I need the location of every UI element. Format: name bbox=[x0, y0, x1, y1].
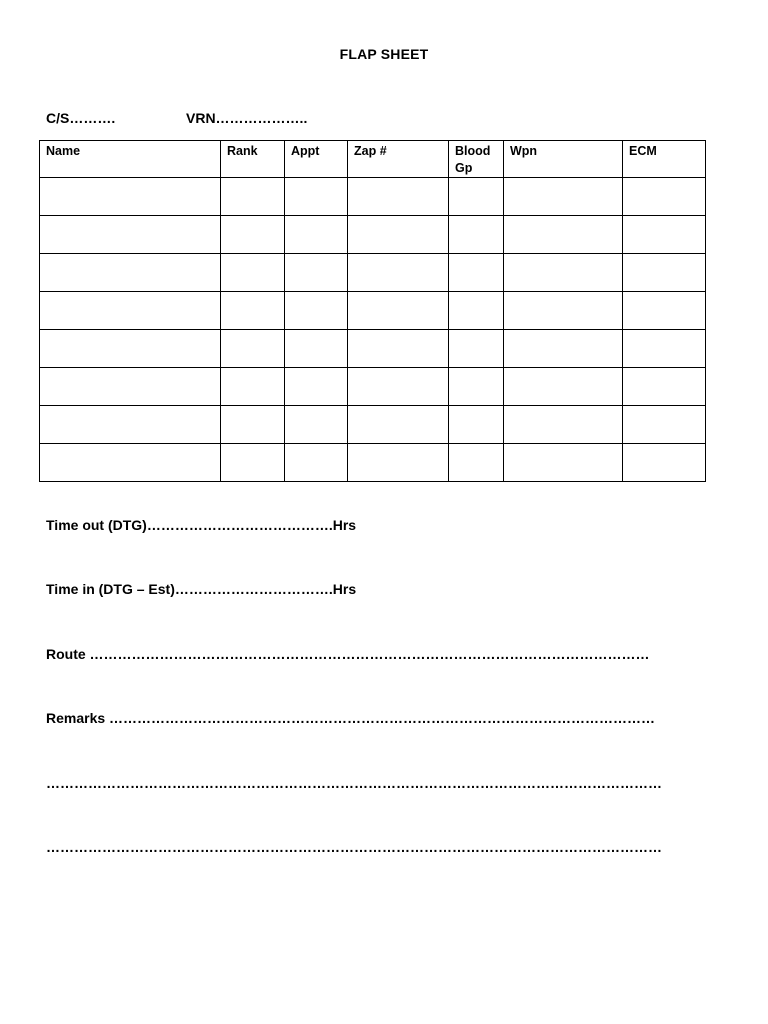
cell-wpn[interactable] bbox=[504, 406, 623, 444]
cell-blood-gp[interactable] bbox=[449, 330, 504, 368]
remarks-continuation-line-1[interactable]: …………………………………………………………………………………………………………………… bbox=[46, 775, 662, 791]
cell-rank[interactable] bbox=[221, 216, 285, 254]
cell-blood-gp[interactable] bbox=[449, 292, 504, 330]
table-row bbox=[40, 368, 706, 406]
cell-zap[interactable] bbox=[348, 178, 449, 216]
column-header-zap: Zap # bbox=[348, 141, 449, 178]
cell-wpn[interactable] bbox=[504, 330, 623, 368]
column-header-blood-gp: Blood Gp bbox=[449, 141, 504, 178]
cell-ecm[interactable] bbox=[623, 330, 706, 368]
cell-name[interactable] bbox=[40, 406, 221, 444]
cell-rank[interactable] bbox=[221, 406, 285, 444]
cell-wpn[interactable] bbox=[504, 178, 623, 216]
cell-wpn[interactable] bbox=[504, 292, 623, 330]
cell-blood-gp[interactable] bbox=[449, 254, 504, 292]
cell-name[interactable] bbox=[40, 292, 221, 330]
cell-zap[interactable] bbox=[348, 330, 449, 368]
cell-blood-gp[interactable] bbox=[449, 406, 504, 444]
cell-appt[interactable] bbox=[285, 368, 348, 406]
cell-wpn[interactable] bbox=[504, 216, 623, 254]
table-row bbox=[40, 292, 706, 330]
cell-ecm[interactable] bbox=[623, 406, 706, 444]
table-row bbox=[40, 330, 706, 368]
cell-name[interactable] bbox=[40, 368, 221, 406]
cell-wpn[interactable] bbox=[504, 444, 623, 482]
cell-ecm[interactable] bbox=[623, 292, 706, 330]
cell-rank[interactable] bbox=[221, 292, 285, 330]
column-header-appt: Appt bbox=[285, 141, 348, 178]
column-header-wpn: Wpn bbox=[504, 141, 623, 178]
cell-rank[interactable] bbox=[221, 444, 285, 482]
cell-appt[interactable] bbox=[285, 254, 348, 292]
callsign-field[interactable] bbox=[46, 110, 115, 126]
cell-wpn[interactable] bbox=[504, 254, 623, 292]
column-header-rank: Rank bbox=[221, 141, 285, 178]
cell-wpn[interactable] bbox=[504, 368, 623, 406]
cell-blood-gp[interactable] bbox=[449, 368, 504, 406]
cell-blood-gp[interactable] bbox=[449, 178, 504, 216]
cell-zap[interactable] bbox=[348, 444, 449, 482]
cell-ecm[interactable] bbox=[623, 254, 706, 292]
cell-zap[interactable] bbox=[348, 254, 449, 292]
cell-rank[interactable] bbox=[221, 178, 285, 216]
callsign-label: C/S……… bbox=[46, 110, 112, 126]
time-out-field[interactable]: Time out (DTG)………………………………….Hrs bbox=[46, 517, 357, 533]
table-row bbox=[40, 254, 706, 292]
table-row bbox=[40, 406, 706, 444]
personnel-table bbox=[39, 140, 706, 482]
cell-name[interactable] bbox=[40, 330, 221, 368]
cell-ecm[interactable] bbox=[623, 444, 706, 482]
cell-rank[interactable] bbox=[221, 368, 285, 406]
cell-blood-gp[interactable] bbox=[449, 444, 504, 482]
column-header-ecm: ECM bbox=[623, 141, 706, 178]
table-row bbox=[40, 444, 706, 482]
cell-name[interactable] bbox=[40, 444, 221, 482]
remarks-field[interactable]: Remarks ……………………………………………………………………………………………………… bbox=[46, 710, 656, 726]
cell-appt[interactable] bbox=[285, 406, 348, 444]
column-header-name: Name bbox=[40, 141, 221, 178]
table-header-row bbox=[40, 141, 706, 178]
cell-appt[interactable] bbox=[285, 330, 348, 368]
cell-appt[interactable] bbox=[285, 178, 348, 216]
table-body bbox=[40, 178, 706, 482]
cell-ecm[interactable] bbox=[623, 216, 706, 254]
cell-rank[interactable] bbox=[221, 254, 285, 292]
cell-appt[interactable] bbox=[285, 444, 348, 482]
vrn-field[interactable]: VRN……………….. bbox=[186, 110, 308, 126]
time-in-field[interactable]: Time in (DTG – Est)…………………………….Hrs bbox=[46, 581, 357, 597]
cell-zap[interactable] bbox=[348, 216, 449, 254]
cell-name[interactable] bbox=[40, 178, 221, 216]
cell-ecm[interactable] bbox=[623, 368, 706, 406]
cell-zap[interactable] bbox=[348, 368, 449, 406]
cell-zap[interactable] bbox=[348, 292, 449, 330]
cell-blood-gp[interactable] bbox=[449, 216, 504, 254]
table-row bbox=[40, 216, 706, 254]
callsign-suffix: . bbox=[111, 110, 116, 126]
cell-name[interactable] bbox=[40, 254, 221, 292]
cell-ecm[interactable] bbox=[623, 178, 706, 216]
cell-rank[interactable] bbox=[221, 330, 285, 368]
route-field[interactable]: Route ………………………………………………………………………………………………………… bbox=[46, 646, 650, 662]
page-title: FLAP SHEET bbox=[339, 46, 429, 62]
cell-appt[interactable] bbox=[285, 292, 348, 330]
remarks-continuation-line-2[interactable]: …………………………………………………………………………………………………………………… bbox=[46, 839, 662, 855]
cell-zap[interactable] bbox=[348, 406, 449, 444]
cell-appt[interactable] bbox=[285, 216, 348, 254]
cell-name[interactable] bbox=[40, 216, 221, 254]
table-row bbox=[40, 178, 706, 216]
